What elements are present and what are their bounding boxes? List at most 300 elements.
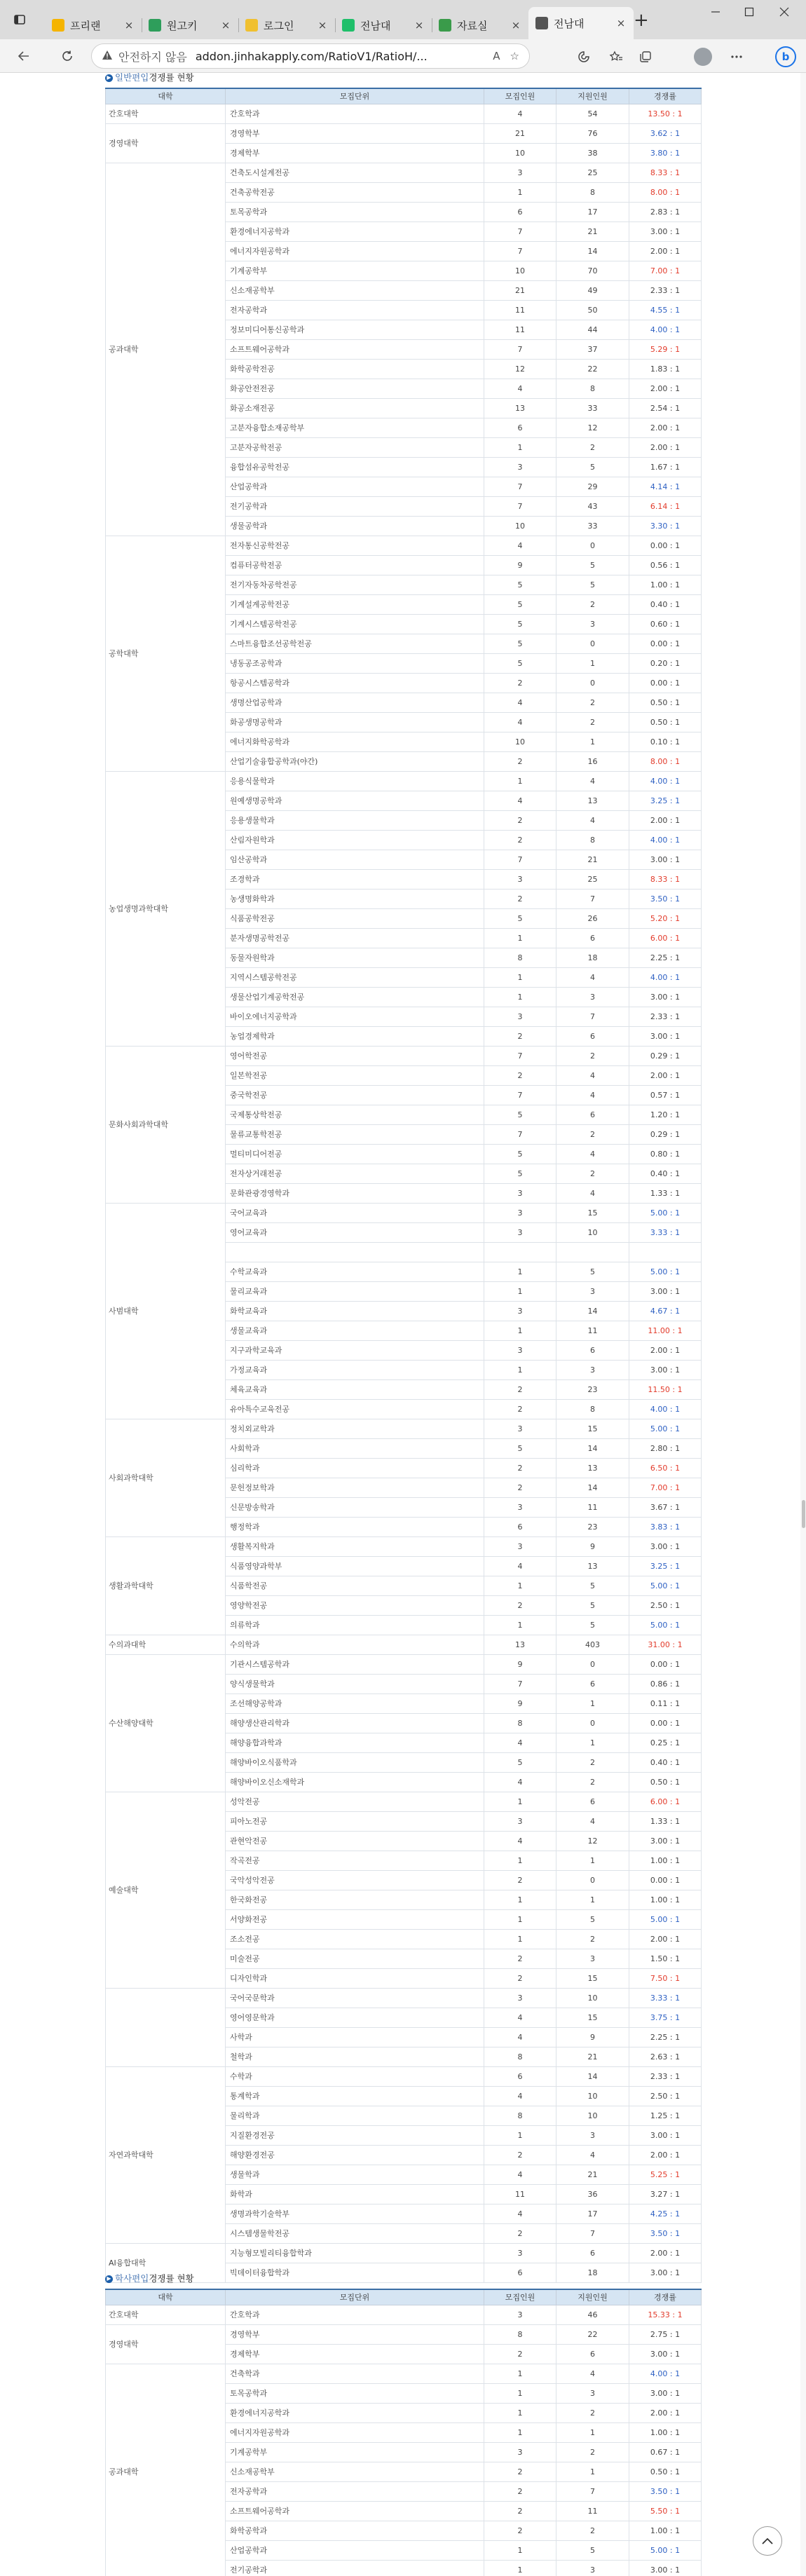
quota-cell: 12: [484, 359, 556, 379]
quota-cell: 1: [484, 182, 556, 202]
column-header: 지원인원: [556, 2289, 629, 2305]
quota-cell: 1: [484, 2560, 556, 2576]
table-row: [106, 1635, 702, 1654]
quota-cell: 8: [484, 948, 556, 967]
back-arrow-icon[interactable]: [14, 46, 34, 66]
applicants-cell: 2: [556, 1752, 629, 1772]
tab-actions-icon[interactable]: [10, 10, 29, 29]
applicants-cell: 3: [556, 2383, 629, 2403]
quota-cell: 1: [484, 2383, 556, 2403]
quota-cell: 8: [484, 2106, 556, 2125]
unit-cell: 해양융합과학과: [226, 1733, 484, 1752]
college-cell: 예술대학: [106, 1792, 226, 1988]
tab-4[interactable]: [335, 11, 432, 39]
quota-cell: 6: [484, 418, 556, 437]
tab-bar: [0, 0, 806, 39]
unit-cell: 국어교육과: [226, 1203, 484, 1222]
quota-cell: 1: [484, 1851, 556, 1870]
favorite-star-icon[interactable]: ☆: [510, 50, 519, 62]
scrollbar-thumb[interactable]: [802, 1500, 805, 1528]
applicants-cell: 1: [556, 1851, 629, 1870]
quota-cell: 5: [484, 1164, 556, 1183]
unit-cell: 전기공학과: [226, 2560, 484, 2576]
quota-cell: 11: [484, 300, 556, 320]
table-row: [106, 1654, 702, 1674]
ratio-cell: 3.00 : 1: [629, 2263, 702, 2282]
scroll-to-top-button[interactable]: [753, 2526, 782, 2556]
unit-cell: 전자공학과: [226, 2481, 484, 2501]
ratio-cell: 0.57 : 1: [629, 1085, 702, 1105]
ratio-cell: 1.00 : 1: [629, 575, 702, 594]
quota-cell: 2: [484, 1065, 556, 1085]
ratio-cell: 3.27 : 1: [629, 2184, 702, 2204]
quota-cell: 3: [484, 457, 556, 477]
unit-cell: 국어국문학과: [226, 1988, 484, 2008]
unit-cell: 정보미디어통신공학과: [226, 320, 484, 339]
unit-cell: 양식생물학과: [226, 1674, 484, 1694]
unit-cell: 기관시스템공학과: [226, 1654, 484, 1674]
applicants-cell: 23: [556, 1517, 629, 1536]
quota-cell: 1: [484, 967, 556, 987]
ratio-cell: [629, 1242, 702, 1262]
applicants-cell: 10: [556, 1222, 629, 1242]
ratio-cell: 2.33 : 1: [629, 280, 702, 300]
quota-cell: 6: [484, 2066, 556, 2086]
applicants-cell: 1: [556, 2422, 629, 2442]
applicants-cell: 2: [556, 2442, 629, 2462]
maximize-icon[interactable]: [744, 6, 754, 20]
applicants-cell: 1: [556, 653, 629, 673]
unit-cell: 화학공학전공: [226, 359, 484, 379]
ratio-cell: 6.14 : 1: [629, 496, 702, 516]
applicants-cell: 7: [556, 889, 629, 908]
close-tab-icon[interactable]: ×: [616, 17, 626, 29]
ratio-cell: 8.33 : 1: [629, 869, 702, 889]
applicants-cell: 21: [556, 2165, 629, 2184]
more-options-icon[interactable]: [729, 49, 744, 64]
unit-cell: 물류교통학전공: [226, 1124, 484, 1144]
ratio-cell: 1.00 : 1: [629, 2521, 702, 2540]
applicants-cell: 15: [556, 1203, 629, 1222]
quota-cell: 5: [484, 908, 556, 928]
quota-cell: 3: [484, 1007, 556, 1026]
unit-cell: 생명과학기술학부: [226, 2204, 484, 2223]
ratio-cell: 3.00 : 1: [629, 1831, 702, 1851]
quota-cell: 5: [484, 1438, 556, 1458]
quota-cell: 2: [484, 673, 556, 693]
quota-cell: 1: [484, 1615, 556, 1635]
general-ratio-table: [105, 88, 702, 2283]
ratio-cell: 1.83 : 1: [629, 359, 702, 379]
quota-cell: 5: [484, 594, 556, 614]
ratio-cell: 3.50 : 1: [629, 889, 702, 908]
applicants-cell: 3: [556, 987, 629, 1007]
close-tab-icon[interactable]: ×: [414, 19, 424, 32]
unit-cell: 사회학과: [226, 1438, 484, 1458]
minimize-icon[interactable]: [711, 6, 720, 20]
applicants-cell: 3: [556, 2125, 629, 2145]
applicants-cell: 6: [556, 1105, 629, 1124]
applicants-cell: 3: [556, 1281, 629, 1301]
table-row: [106, 1536, 702, 1556]
college-cell: 농업생명과학대학: [106, 771, 226, 1046]
section-bullet-icon: ▶: [105, 74, 113, 82]
ratio-cell: 2.25 : 1: [629, 2027, 702, 2047]
section-title-rest: 경쟁률 현황: [149, 72, 194, 83]
applicants-cell: 13: [556, 1556, 629, 1576]
ratio-cell: 2.50 : 1: [629, 2086, 702, 2106]
unit-cell: 건축학과: [226, 2364, 484, 2383]
unit-cell: 생물학과: [226, 2165, 484, 2184]
quota-cell: 10: [484, 732, 556, 751]
ratio-cell: 8.33 : 1: [629, 163, 702, 182]
unit-cell: 조경학과: [226, 869, 484, 889]
unit-cell: 생물공학과: [226, 516, 484, 536]
unit-cell: 중국학전공: [226, 1085, 484, 1105]
unit-cell: 분자생명공학전공: [226, 928, 484, 948]
unit-cell: 체육교육과: [226, 1379, 484, 1399]
quota-cell: 1: [484, 1929, 556, 1949]
applicants-cell: 1: [556, 1694, 629, 1713]
quota-cell: 4: [484, 2165, 556, 2184]
ratio-cell: 0.00 : 1: [629, 673, 702, 693]
ratio-cell: 5.29 : 1: [629, 339, 702, 359]
ratio-cell: 5.00 : 1: [629, 1615, 702, 1635]
unit-cell: 전자공학과: [226, 300, 484, 320]
applicants-cell: 14: [556, 1438, 629, 1458]
quota-cell: 2: [484, 1026, 556, 1046]
applicants-cell: 4: [556, 810, 629, 830]
close-window-icon[interactable]: [779, 6, 789, 20]
applicants-cell: 2: [556, 1929, 629, 1949]
unit-cell: 의류학과: [226, 1615, 484, 1635]
unit-cell: 컴퓨터공학전공: [226, 555, 484, 575]
quota-cell: 1: [484, 1792, 556, 1811]
quota-cell: 7: [484, 1674, 556, 1694]
applicants-cell: 29: [556, 477, 629, 496]
unit-cell: 일본학전공: [226, 1065, 484, 1085]
column-header: 경쟁률: [629, 2289, 702, 2305]
ratio-cell: 4.14 : 1: [629, 477, 702, 496]
ratio-cell: 3.33 : 1: [629, 1222, 702, 1242]
page-content: [0, 73, 806, 2576]
unit-cell: 소프트웨어공학과: [226, 2501, 484, 2521]
unit-cell: 산업공학과: [226, 477, 484, 496]
unit-cell: 조선해양공학과: [226, 1694, 484, 1713]
read-aloud-icon[interactable]: A: [493, 50, 500, 62]
doc-icon: [535, 17, 548, 29]
ratio-cell: 5.00 : 1: [629, 2540, 702, 2560]
ratio-cell: 3.25 : 1: [629, 1556, 702, 1576]
quota-cell: 2: [484, 1478, 556, 1497]
unit-cell: 기계공학부: [226, 2442, 484, 2462]
applicants-cell: 12: [556, 418, 629, 437]
ratio-cell: 0.29 : 1: [629, 1046, 702, 1065]
applicants-cell: 5: [556, 1909, 629, 1929]
ratio-cell: 1.33 : 1: [629, 1183, 702, 1203]
applicants-cell: 15: [556, 2008, 629, 2027]
unit-cell: 식품영양과학부: [226, 1556, 484, 1576]
unit-cell: 지역시스템공학전공: [226, 967, 484, 987]
ratio-cell: 0.20 : 1: [629, 653, 702, 673]
unit-cell: 건축도시설계전공: [226, 163, 484, 182]
section-title: [105, 73, 701, 83]
quota-cell: 3: [484, 1497, 556, 1517]
column-header: 대학: [106, 88, 226, 104]
unit-cell: 지구과학교육과: [226, 1340, 484, 1360]
bing-copilot-icon[interactable]: b: [775, 46, 796, 67]
quota-cell: 1: [484, 2125, 556, 2145]
scrollbar-track[interactable]: [800, 73, 806, 2576]
unit-cell: 생물교육과: [226, 1321, 484, 1340]
tab-title: 로그인: [264, 19, 294, 32]
quota-cell: 5: [484, 1105, 556, 1124]
ratio-cell: 3.00 : 1: [629, 2344, 702, 2364]
applicants-cell: 6: [556, 1026, 629, 1046]
quota-cell: 8: [484, 1713, 556, 1733]
applicants-cell: 2: [556, 2403, 629, 2422]
applicants-cell: 2: [556, 693, 629, 712]
not-secure-label[interactable]: 안전하지 않음: [118, 50, 187, 64]
unit-cell: 에너지화학공학과: [226, 732, 484, 751]
close-tab-icon[interactable]: ×: [317, 19, 327, 32]
quota-cell: 2: [484, 751, 556, 771]
ratio-cell: 5.25 : 1: [629, 2165, 702, 2184]
ratio-cell: 7.00 : 1: [629, 1478, 702, 1497]
quota-cell: 2: [484, 889, 556, 908]
ratio-cell: 5.00 : 1: [629, 1576, 702, 1595]
quota-cell: 5: [484, 1752, 556, 1772]
unit-cell: 가정교육과: [226, 1360, 484, 1379]
ratio-cell: 0.67 : 1: [629, 2442, 702, 2462]
unit-cell: 냉동공조공학과: [226, 653, 484, 673]
unit-cell: 물리교육과: [226, 1281, 484, 1301]
college-cell: 사범대학: [106, 1203, 226, 1419]
applicants-cell: 5: [556, 457, 629, 477]
quota-cell: 21: [484, 123, 556, 143]
url-text[interactable]: addon.jinhakapply.com/RatioV1/RatioH/...: [195, 49, 428, 63]
applicants-cell: 1: [556, 2462, 629, 2481]
ratio-cell: 3.00 : 1: [629, 1536, 702, 1556]
quota-cell: 2: [484, 1458, 556, 1478]
refresh-icon[interactable]: [57, 46, 77, 66]
smile-icon: [52, 19, 64, 32]
applicants-cell: 36: [556, 2184, 629, 2204]
table-row: [106, 2066, 702, 2086]
unit-cell: 경영학부: [226, 2324, 484, 2344]
quota-cell: 11: [484, 2184, 556, 2204]
unit-cell: 성악전공: [226, 1792, 484, 1811]
unit-cell: 미술전공: [226, 1949, 484, 1968]
ratio-cell: 1.00 : 1: [629, 1851, 702, 1870]
tab-1[interactable]: [45, 11, 142, 39]
applicants-cell: 4: [556, 967, 629, 987]
applicants-cell: 6: [556, 1340, 629, 1360]
quota-cell: 3: [484, 1988, 556, 2008]
ratio-cell: 0.56 : 1: [629, 555, 702, 575]
applicants-cell: 6: [556, 1674, 629, 1694]
ratio-cell: 2.33 : 1: [629, 1007, 702, 1026]
table-row: [106, 1419, 702, 1438]
profile-avatar[interactable]: [694, 48, 712, 66]
warning-triangle-icon: [102, 50, 113, 63]
applicants-cell: 4: [556, 1144, 629, 1164]
ratio-cell: 7.00 : 1: [629, 261, 702, 280]
applicants-cell: 44: [556, 320, 629, 339]
applicants-cell: 15: [556, 1968, 629, 1988]
unit-cell: 건축공학전공: [226, 182, 484, 202]
applicants-cell: 18: [556, 2263, 629, 2282]
applicants-cell: 37: [556, 339, 629, 359]
unit-cell: 해양바이오식품학과: [226, 1752, 484, 1772]
table-row: [106, 163, 702, 182]
unit-cell: 시스템생물학전공: [226, 2223, 484, 2243]
unit-cell: 전기자동차공학전공: [226, 575, 484, 594]
quota-cell: 2: [484, 1399, 556, 1419]
applicants-cell: 26: [556, 908, 629, 928]
ratio-cell: 0.50 : 1: [629, 1772, 702, 1792]
ratio-cell: 0.00 : 1: [629, 536, 702, 555]
sheet-icon: [149, 19, 161, 32]
tab-title: 전남대: [554, 17, 585, 30]
favorites-icon[interactable]: [608, 49, 624, 64]
unit-cell: 임산공학과: [226, 850, 484, 869]
section-title-rest: 경쟁률 현황: [149, 2273, 194, 2284]
quota-cell: 1: [484, 1890, 556, 1909]
quota-cell: 4: [484, 1831, 556, 1851]
applicants-cell: 6: [556, 1792, 629, 1811]
ratio-cell: 3.00 : 1: [629, 2560, 702, 2576]
quota-cell: 3: [484, 2243, 556, 2263]
college-cell: 자연과학대학: [106, 2066, 226, 2243]
applicants-cell: 13: [556, 791, 629, 810]
unit-cell: 철학과: [226, 2047, 484, 2066]
quota-cell: 7: [484, 222, 556, 241]
applicants-cell: 4: [556, 1085, 629, 1105]
extensions-icon[interactable]: [576, 49, 592, 64]
ratio-cell: 13.50 : 1: [629, 104, 702, 123]
close-tab-icon[interactable]: ×: [511, 19, 521, 32]
applicants-cell: 0: [556, 1870, 629, 1890]
quota-cell: 2: [484, 830, 556, 850]
table-row: [106, 1988, 702, 2008]
college-cell: 생활과학대학: [106, 1536, 226, 1635]
quota-cell: 4: [484, 2008, 556, 2027]
ratio-cell: 11.50 : 1: [629, 1379, 702, 1399]
table-row: [106, 771, 702, 791]
college-cell: 공학대학: [106, 536, 226, 771]
unit-cell: 조소전공: [226, 1929, 484, 1949]
unit-cell: 신소재공학부: [226, 2462, 484, 2481]
ratio-cell: 31.00 : 1: [629, 1635, 702, 1654]
college-cell: 수의과대학: [106, 1635, 226, 1654]
ratio-cell: 11.00 : 1: [629, 1321, 702, 1340]
quota-cell: 1: [484, 1262, 556, 1281]
tab-6[interactable]: [528, 7, 634, 39]
ratio-cell: 8.00 : 1: [629, 182, 702, 202]
ratio-cell: 2.00 : 1: [629, 437, 702, 457]
unit-cell: 멀티미디어전공: [226, 1144, 484, 1164]
applicants-cell: [556, 1242, 629, 1262]
ratio-cell: 2.00 : 1: [629, 418, 702, 437]
ratio-cell: 3.30 : 1: [629, 516, 702, 536]
applicants-cell: 2: [556, 1124, 629, 1144]
quota-cell: [484, 1242, 556, 1262]
unit-cell: 수학과: [226, 2066, 484, 2086]
collections-icon[interactable]: [638, 49, 653, 64]
ratio-cell: 0.00 : 1: [629, 1654, 702, 1674]
tab-5[interactable]: [432, 11, 528, 39]
unit-cell: 영양학전공: [226, 1595, 484, 1615]
applicants-cell: 3: [556, 1949, 629, 1968]
ratio-cell: 2.33 : 1: [629, 2066, 702, 2086]
applicants-cell: 76: [556, 123, 629, 143]
unit-cell: 생활복지학과: [226, 1536, 484, 1556]
quota-cell: 3: [484, 869, 556, 889]
unit-cell: 환경에너지공학과: [226, 222, 484, 241]
ratio-cell: 0.00 : 1: [629, 1713, 702, 1733]
close-tab-icon[interactable]: ×: [221, 19, 231, 32]
close-tab-icon[interactable]: ×: [124, 19, 134, 32]
applicants-cell: 3: [556, 614, 629, 634]
unit-cell: 행정학과: [226, 1517, 484, 1536]
quota-cell: 7: [484, 1124, 556, 1144]
applicants-cell: 8: [556, 830, 629, 850]
applicants-cell: 5: [556, 1576, 629, 1595]
quota-cell: 2: [484, 1949, 556, 1968]
ratio-cell: 3.00 : 1: [629, 2383, 702, 2403]
table-row: [106, 1792, 702, 1811]
unit-cell: 화공생명공학과: [226, 712, 484, 732]
address-bar[interactable]: [91, 43, 530, 69]
unit-cell: [226, 1242, 484, 1262]
applicants-cell: 4: [556, 2364, 629, 2383]
applicants-cell: 22: [556, 359, 629, 379]
new-tab-button[interactable]: +: [634, 10, 649, 31]
quota-cell: 3: [484, 1536, 556, 1556]
applicants-cell: 7: [556, 1007, 629, 1026]
quota-cell: 2: [484, 810, 556, 830]
quota-cell: 7: [484, 241, 556, 261]
ratio-cell: 0.10 : 1: [629, 732, 702, 751]
unit-cell: 에너지자원공학과: [226, 241, 484, 261]
table-row: [106, 2243, 702, 2263]
quota-cell: 3: [484, 1203, 556, 1222]
quota-cell: 4: [484, 2086, 556, 2106]
unit-cell: 문화관광경영학과: [226, 1183, 484, 1203]
quota-cell: 3: [484, 2442, 556, 2462]
ratio-cell: 5.20 : 1: [629, 908, 702, 928]
unit-cell: 기계설계공학전공: [226, 594, 484, 614]
ratio-cell: 2.75 : 1: [629, 2324, 702, 2344]
ratio-cell: 0.50 : 1: [629, 693, 702, 712]
applicants-cell: 5: [556, 1615, 629, 1635]
college-cell: AI융합대학: [106, 2243, 226, 2282]
ratio-cell: 0.11 : 1: [629, 1694, 702, 1713]
ratio-cell: 4.00 : 1: [629, 967, 702, 987]
unit-cell: 에너지자원공학과: [226, 2422, 484, 2442]
unit-cell: 간호학과: [226, 104, 484, 123]
quota-cell: 4: [484, 2027, 556, 2047]
tab-3[interactable]: [238, 11, 335, 39]
ratio-cell: 0.29 : 1: [629, 1124, 702, 1144]
applicants-cell: 21: [556, 850, 629, 869]
tab-2[interactable]: [142, 11, 238, 39]
quota-cell: 8: [484, 2324, 556, 2344]
unit-cell: 토목공학과: [226, 2383, 484, 2403]
tab-title: 전남대: [360, 19, 391, 32]
ratio-cell: 4.00 : 1: [629, 1399, 702, 1419]
